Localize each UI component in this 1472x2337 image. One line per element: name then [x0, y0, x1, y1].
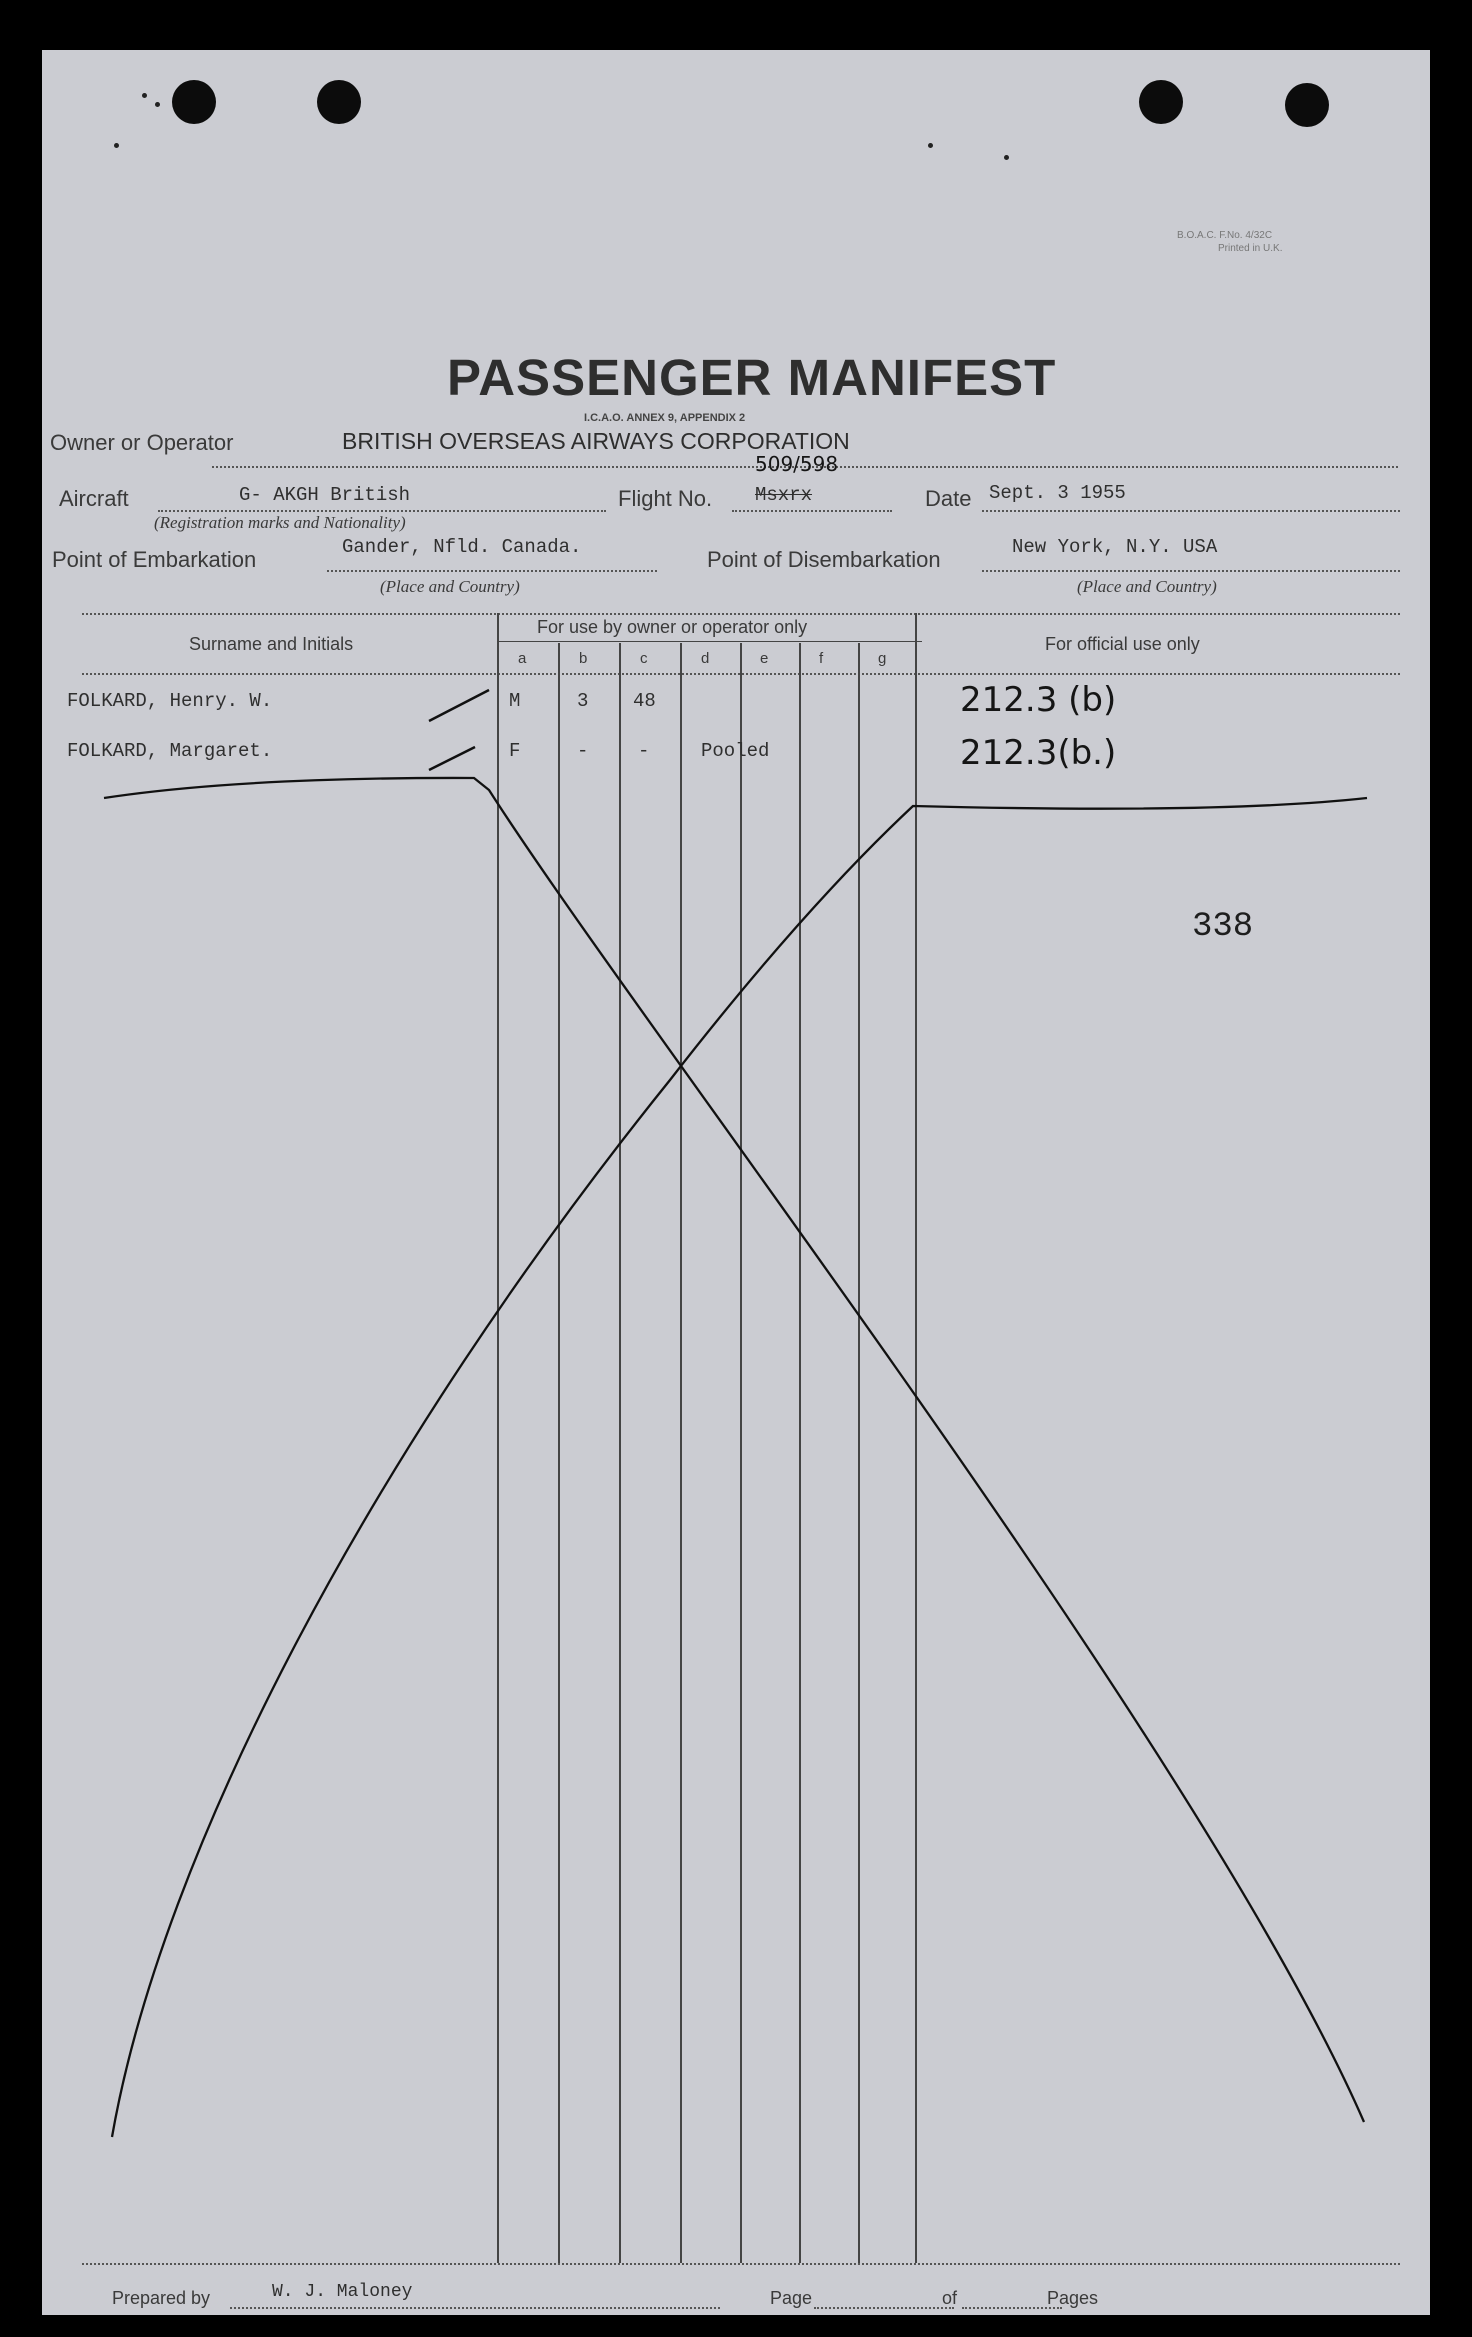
col-d-header: d	[701, 650, 710, 667]
embark-caption: (Place and Country)	[380, 577, 520, 596]
col-a-header: a	[518, 650, 527, 667]
flight-handwritten: 509/598	[755, 452, 839, 476]
footer-top-rule	[82, 2263, 1400, 2265]
col-g-header: g	[878, 650, 887, 667]
page-subtitle: I.C.A.O. ANNEX 9, APPENDIX 2	[584, 412, 746, 424]
cell-d: Pooled	[701, 740, 770, 762]
aircraft-value: G- AKGH British	[239, 484, 411, 506]
cell-b: -	[577, 740, 589, 762]
pages-label: Pages	[1047, 2288, 1099, 2308]
page-title: PASSENGER MANIFEST	[447, 349, 1057, 406]
owner-label: Owner or Operator	[50, 430, 234, 455]
page-underline	[814, 2307, 954, 2309]
cell-a: F	[509, 740, 521, 762]
embark-label: Point of Embarkation	[52, 547, 257, 572]
cell-b: 3	[577, 690, 589, 712]
flight-label: Flight No.	[618, 486, 713, 511]
date-value: Sept. 3 1955	[989, 482, 1126, 504]
owner-value: BRITISH OVERSEAS AIRWAYS CORPORATION	[342, 428, 850, 454]
x-stroke-left-arm	[104, 778, 1364, 2122]
col-b-header: b	[579, 650, 588, 667]
cell-c: 48	[633, 690, 656, 712]
cell-c: -	[638, 740, 650, 762]
cancellation-x-mark	[42, 50, 1430, 2315]
passenger-name: FOLKARD, Margaret.	[67, 740, 273, 762]
cell-a: M	[509, 690, 521, 712]
manifest-sheet	[42, 50, 1430, 2315]
col-header-name: Surname and Initials	[189, 634, 354, 654]
form-code: B.O.A.C. F.No. 4/32C	[1177, 230, 1273, 241]
check-mark	[429, 690, 489, 721]
page-number: 338	[1192, 908, 1254, 946]
official-note: 212.3(b.)	[960, 733, 1117, 773]
col-f-header: f	[819, 650, 824, 667]
flight-value: Msxrx	[755, 484, 813, 506]
page-label: Page	[770, 2288, 813, 2308]
disembark-value: New York, N.Y. USA	[1012, 536, 1218, 558]
col-header-owner-use: For use by owner or operator only	[537, 617, 808, 637]
check-mark	[429, 747, 475, 770]
aircraft-caption: (Registration marks and Nationality)	[154, 513, 406, 532]
prepared-label: Prepared by	[112, 2288, 211, 2308]
embark-value: Gander, Nfld. Canada.	[342, 536, 582, 558]
disembark-label: Point of Disembarkation	[707, 547, 941, 572]
passenger-name: FOLKARD, Henry. W.	[67, 690, 273, 712]
of-label: of	[942, 2288, 958, 2308]
col-header-official: For official use only	[1045, 634, 1200, 654]
disembark-caption: (Place and Country)	[1077, 577, 1217, 596]
col-c-header: c	[640, 650, 648, 667]
col-e-header: e	[760, 650, 769, 667]
prepared-value: W. J. Maloney	[272, 2282, 413, 2302]
aircraft-label: Aircraft	[59, 486, 129, 511]
prepared-underline	[230, 2307, 720, 2309]
official-note: 212.3 (b)	[960, 680, 1117, 720]
date-label: Date	[925, 486, 972, 511]
x-stroke-right-arm	[112, 798, 1367, 2137]
form-print-note: Printed in U.K.	[1218, 243, 1283, 254]
